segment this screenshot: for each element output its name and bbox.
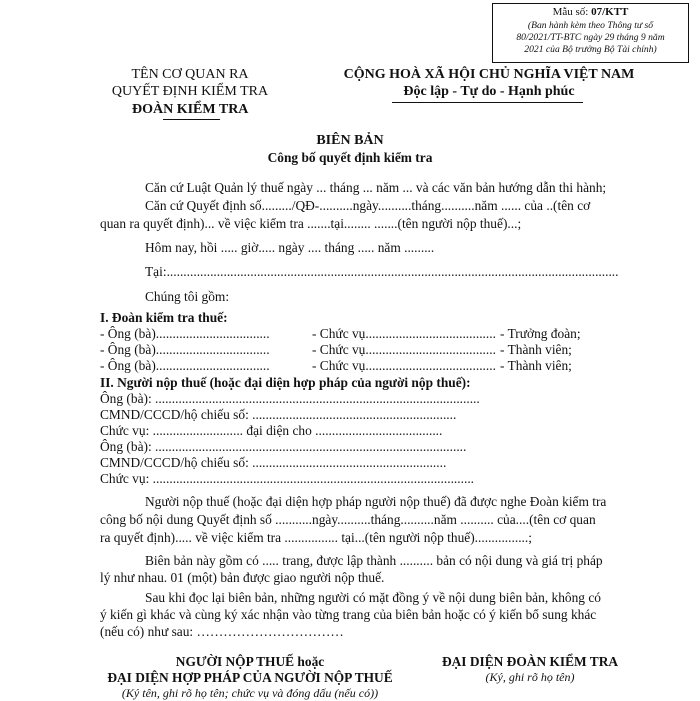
agreement-line1: Sau khi đọc lại biên bản, những người có mặt đồng ý về nội dung biên bản, không có [145, 590, 601, 605]
inspector-name: - Ông (bà).................................. [100, 326, 270, 341]
inspector-name: - Ông (bà).................................. [100, 358, 270, 373]
inspector-name: - Ông (bà).................................. [100, 342, 270, 357]
inspector-position: - Chức vụ....................................... [312, 342, 496, 357]
slogan-underline [392, 102, 583, 103]
inspector-role: - Thành viên; [500, 358, 572, 373]
taxpayer-line: Ông (bà): ............................................................................................. [100, 439, 467, 454]
team-signature-title: ĐẠI DIỆN ĐOÀN KIỂM TRA [441, 654, 619, 669]
basis-law: Căn cứ Luật Quản lý thuế ngày ... tháng ... năm ... và các văn bản hướng dẫn thi hành; [145, 180, 607, 195]
taxpayer-line: Chức vụ: ........................... đại diện cho ...................................... [100, 423, 443, 438]
document-title: BIÊN BẢN [316, 133, 384, 148]
announcement-line2: công bố nội dung Quyết định số ...........ngày..........tháng..........năm .......... của....(tên cơ quan [100, 512, 596, 527]
form-code-value: 07/KTT [591, 6, 629, 18]
agency-name-line2: QUYẾT ĐỊNH KIỂM TRA [111, 84, 269, 99]
place-line: Tại:....................................................................................................................................... [145, 264, 619, 279]
taxpayer-signature-note: (Ký tên, ghi rõ họ tên; chức vụ và đóng dấu (nếu có)) [121, 686, 379, 700]
agreement-line2: ý kiến gì khác và cùng ký xác nhận vào từng trang của biên bản hoặc có ý kiến bổ sung khác [100, 607, 597, 622]
announcement-line1: Người nộp thuế (hoặc đại diện hợp pháp người nộp thuế) đã được nghe Đoàn kiểm tra [145, 494, 607, 509]
section2-heading: II. Người nộp thuế (hoặc đại diện hợp pháp của người nộp thuế): [100, 375, 471, 390]
basis-decision: Căn cứ Quyết định số........./QĐ-..........ngày..........tháng..........năm ...... của ..(tên cơ [145, 198, 591, 213]
basis-decision-cont: quan ra quyết định)... về việc kiểm tra .......tại........ .......(tên người nộp thuế)...; [100, 216, 522, 231]
taxpayer-line: Ông (bà): ................................................................................................. [100, 391, 480, 406]
form-note-line: 2021 của Bộ trưởng Bộ Tài chính) [524, 44, 657, 55]
we-include: Chúng tôi gồm: [145, 289, 230, 304]
taxpayer-line: Chức vụ: ................................................................................................ [100, 471, 475, 486]
taxpayer-line: CMND/CCCD/hộ chiếu số: ............................................................. [100, 407, 457, 422]
time-line: Hôm nay, hồi ..... giờ..... ngày .... tháng ..... năm ......... [145, 240, 435, 255]
form-note-line: 80/2021/TT-BTC ngày 29 tháng 9 năm [516, 32, 665, 43]
taxpayer-line: CMND/CCCD/hộ chiếu số: .......................................................... [100, 455, 447, 470]
agency-underline [163, 119, 220, 120]
form-code-label: Mẫu số: [552, 6, 589, 18]
inspector-role: - Trưởng đoàn; [500, 326, 581, 341]
section1-heading: I. Đoàn kiểm tra thuế: [100, 310, 228, 325]
announcement-line3: ra quyết định)..... về việc kiểm tra ................ tại...(tên người nộp thuế)................; [100, 530, 532, 545]
form-code [492, 6, 689, 18]
inspector-position: - Chức vụ....................................... [312, 326, 496, 341]
team-signature-note: (Ký, ghi rõ họ tên) [485, 670, 575, 684]
country-slogan: Độc lập - Tự do - Hạnh phúc [403, 84, 575, 99]
taxpayer-signature-title1: NGƯỜI NỘP THUẾ hoặc [175, 654, 325, 669]
form-note-line: (Ban hành kèm theo Thông tư số [527, 20, 654, 31]
agency-name-line3: ĐOÀN KIỂM TRA [132, 102, 249, 117]
taxpayer-signature-title2: ĐẠI DIỆN HỢP PHÁP CỦA NGƯỜI NỘP THUẾ [107, 670, 393, 685]
copies-line2: lý như nhau. 01 (một) bản được giao người nộp thuế. [100, 570, 385, 585]
agency-name-line1: TÊN CƠ QUAN RA [131, 67, 249, 82]
agreement-line3: (nếu có) như sau: …………………………… [100, 624, 344, 639]
country-name: CỘNG HOÀ XÃ HỘI CHỦ NGHĨA VIỆT NAM [343, 67, 635, 82]
copies-line1: Biên bản này gồm có ..... trang, được lập thành .......... bản có nội dung và giá trị pháp [145, 553, 603, 568]
inspector-position: - Chức vụ....................................... [312, 358, 496, 373]
inspector-role: - Thành viên; [500, 342, 572, 357]
document-subtitle: Công bố quyết định kiểm tra [267, 150, 433, 165]
